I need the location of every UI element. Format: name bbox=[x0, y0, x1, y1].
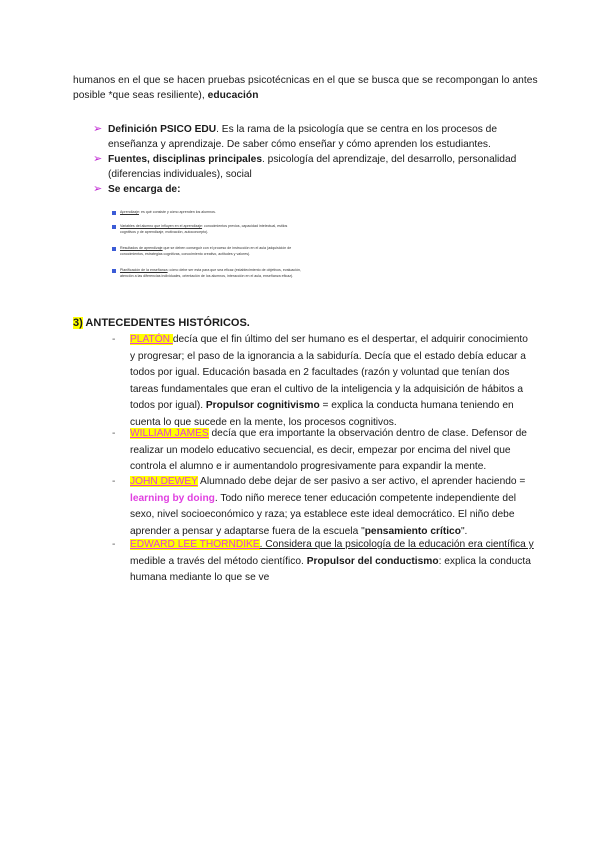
dash-bullet: - bbox=[112, 428, 116, 439]
dash-bullet: - bbox=[112, 334, 116, 345]
name-william-james: WILLIAM JAMES bbox=[130, 428, 209, 439]
square-bullet-icon bbox=[112, 269, 116, 273]
intro-line-1: humanos en el que se hacen pruebas psicotécnicas en el que se busca que se recompongan lo antes bbox=[73, 75, 538, 86]
arrow-bullet-icon: ➢ bbox=[93, 123, 103, 135]
square-bullet-icon bbox=[112, 225, 116, 229]
bullet-se-encarga: Se encarga de: bbox=[108, 184, 181, 195]
bullet-fuentes: Fuentes, disciplinas principales. psicología del aprendizaje, del desarrollo, personalidad (diferencias individuales), social bbox=[108, 154, 517, 180]
list-item-platon: PLATÓN decía que el fin último del ser humano es el despertar, el adquirir conocimiento y progresar; el paso de la ignorancia a la sabiduría. Decía que el estado debía educar a todos por igual. Educación basada en 2 facultades (razón y voluntad que tenían dos tareas fundamentales que eran el cultivo de la inteligencia y la adquisición de hábitos a todos por igual). Propulsor cognitivismo = explica la conducta humana teniendo en cuenta lo que sucede en la mente, los procesos cognitivos. bbox=[130, 334, 528, 428]
list-item-dewey: JOHN DEWEY Alumnado debe dejar de ser pasivo a ser activo, el aprender haciendo = learning by doing. Todo niño merece tener educación competente independiente del sexo, nivel socioeconómico y raza; ya establece este ideal democrático. El niño debe aprender a pensar y adaptarse fuera de la escuela "pensamiento crítico". bbox=[130, 476, 526, 537]
name-platon: PLATÓN bbox=[130, 334, 173, 345]
intro-line-2: posible *que seas resiliente), educación bbox=[73, 90, 259, 101]
list-item-thorndike: EDWARD LEE THORNDIKE. Considera que la psicología de la educación era científica y medible a través del método científico. Propulsor del conductismo: explica la conducta humana mediante lo que se ve bbox=[130, 539, 534, 583]
bullet-definicion: Definición PSICO EDU. Es la rama de la psicología que se centra en los procesos de enseñanza y aprendizaje. De saber cómo enseñar y cómo aprenden los estudiantes. bbox=[108, 124, 498, 150]
square-bullet-icon bbox=[112, 211, 116, 215]
section-heading: 3) ANTECEDENTES HISTÓRICOS. bbox=[73, 317, 250, 329]
name-john-dewey: JOHN DEWEY bbox=[130, 476, 198, 487]
dash-bullet: - bbox=[112, 476, 116, 487]
arrow-bullet-icon: ➢ bbox=[93, 183, 103, 195]
intro-paragraph bbox=[73, 73, 538, 103]
square-bullet-icon bbox=[112, 247, 116, 251]
arrow-bullet-icon: ➢ bbox=[93, 153, 103, 165]
name-edward-lee-thorndike: EDWARD LEE THORNDIKE bbox=[130, 539, 260, 550]
embedded-list-image: Aprendizaje: es qué consiste y cómo aprenden los alumnos. Variables del alumno que influyen en el aprendizaje: conocimientos previos, capacidad intelectual, estilos cognitivos y de aprendizaje, motivación, autoconcepto). Resultados de aprendizaje que se deben conseguir con el proceso de instrucción en el aula (adquisición de conocimientos, estrategias cognitivas, conocimiento creativo, actitudes y valores). Planificación de la enseñanza: cómo debe ser esta para que sea eficaz (establecimiento de objetivos, evaluación, atención a las diferencias individuales, orientación de los alumnos, interacción en el aula, enseñanza eficaz). bbox=[112, 206, 370, 284]
dash-bullet: - bbox=[112, 539, 116, 550]
list-item-james: WILLIAM JAMES decía que era importante la observación dentro de clase. Defensor de realizar un modelo educativo secuencial, es decir, empezar por encima del nivel que controla el alumno e ir aumentandolo progresivamente para expandir la mente. bbox=[130, 428, 527, 472]
